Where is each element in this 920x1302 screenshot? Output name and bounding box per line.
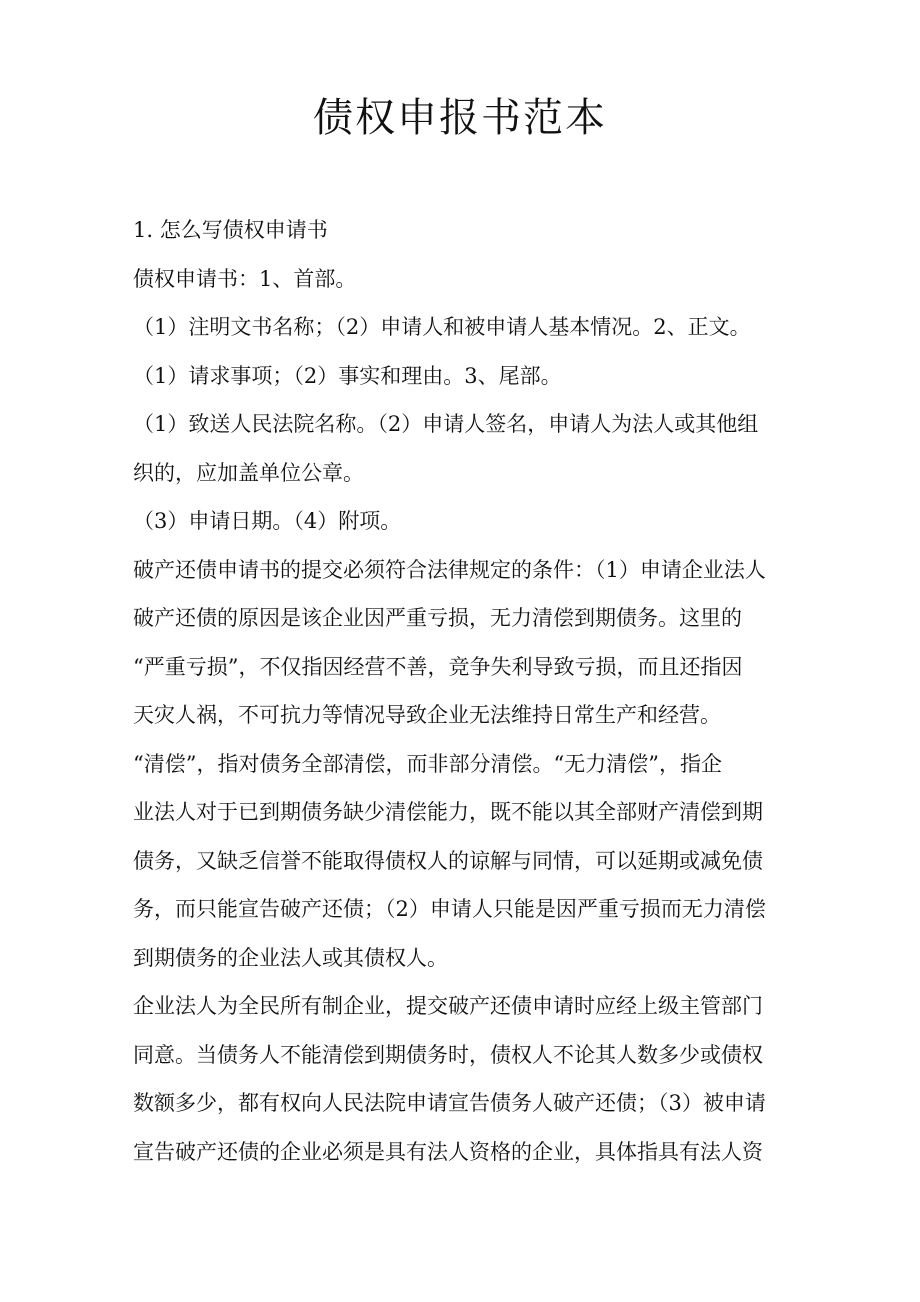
text-line: 业法人对于已到期债务缺少清偿能力，既不能以其全部财产清偿到期 xyxy=(133,800,763,824)
text-line: 到期债务的企业法人或其债权人。 xyxy=(133,945,448,970)
text-line: 宣告破产还债的企业必须是具有法人资格的企业，具体指具有法人资 xyxy=(133,1139,763,1164)
text-line: “严重亏损”，不仅指因经营不善，竞争失利导致亏损，而且还指因 xyxy=(133,654,743,679)
text-line: （3）申请日期。（4）附项。 xyxy=(133,509,402,533)
text-line: （1）请求事项；（2）事实和理由。3、尾部。 xyxy=(133,363,562,388)
text-line: 1. 怎么写债权申请书 xyxy=(133,218,328,242)
text-line: 破产还债的原因是该企业因严重亏损，无力清偿到期债务。这里的 xyxy=(133,606,742,630)
text-line: 同意。当债务人不能清偿到期债务时，债权人不论其人数多少或债权 xyxy=(133,1042,763,1067)
text-line: 企业法人为全民所有制企业，提交破产还债申请时应经上级主管部门 xyxy=(133,994,763,1018)
document-body xyxy=(133,206,795,1176)
text-line: （1）注明文书名称；（2）申请人和被申请人基本情况。2、正文。 xyxy=(133,315,751,339)
text-line: 数额多少，都有权向人民法院申请宣告债务人破产还债；（3）被申请 xyxy=(133,1091,766,1115)
document-title: 债权申报书范本 xyxy=(313,95,607,141)
text-line: （1）致送人民法院名称。（2）申请人签名，申请人为法人或其他组 xyxy=(133,412,759,436)
text-line: 织的，应加盖单位公章。 xyxy=(133,460,364,485)
text-line: 债务，又缺乏信誉不能取得债权人的谅解与同情，可以延期或减免债 xyxy=(133,848,763,873)
text-line: 破产还债申请书的提交必须符合法律规定的条件：（1）申请企业法人 xyxy=(133,557,766,582)
text-line: 债权申请书：1、首部。 xyxy=(133,266,357,291)
text-line: “清偿”，指对债务全部清偿，而非部分清偿。“无力清偿”，指企 xyxy=(133,751,722,776)
text-line: 天灾人祸，不可抗力等情况导致企业无法维持日常生产和经营。 xyxy=(133,703,721,727)
text-line: 务，而只能宣告破产还债；（2）申请人只能是因严重亏损而无力清偿 xyxy=(133,897,766,921)
